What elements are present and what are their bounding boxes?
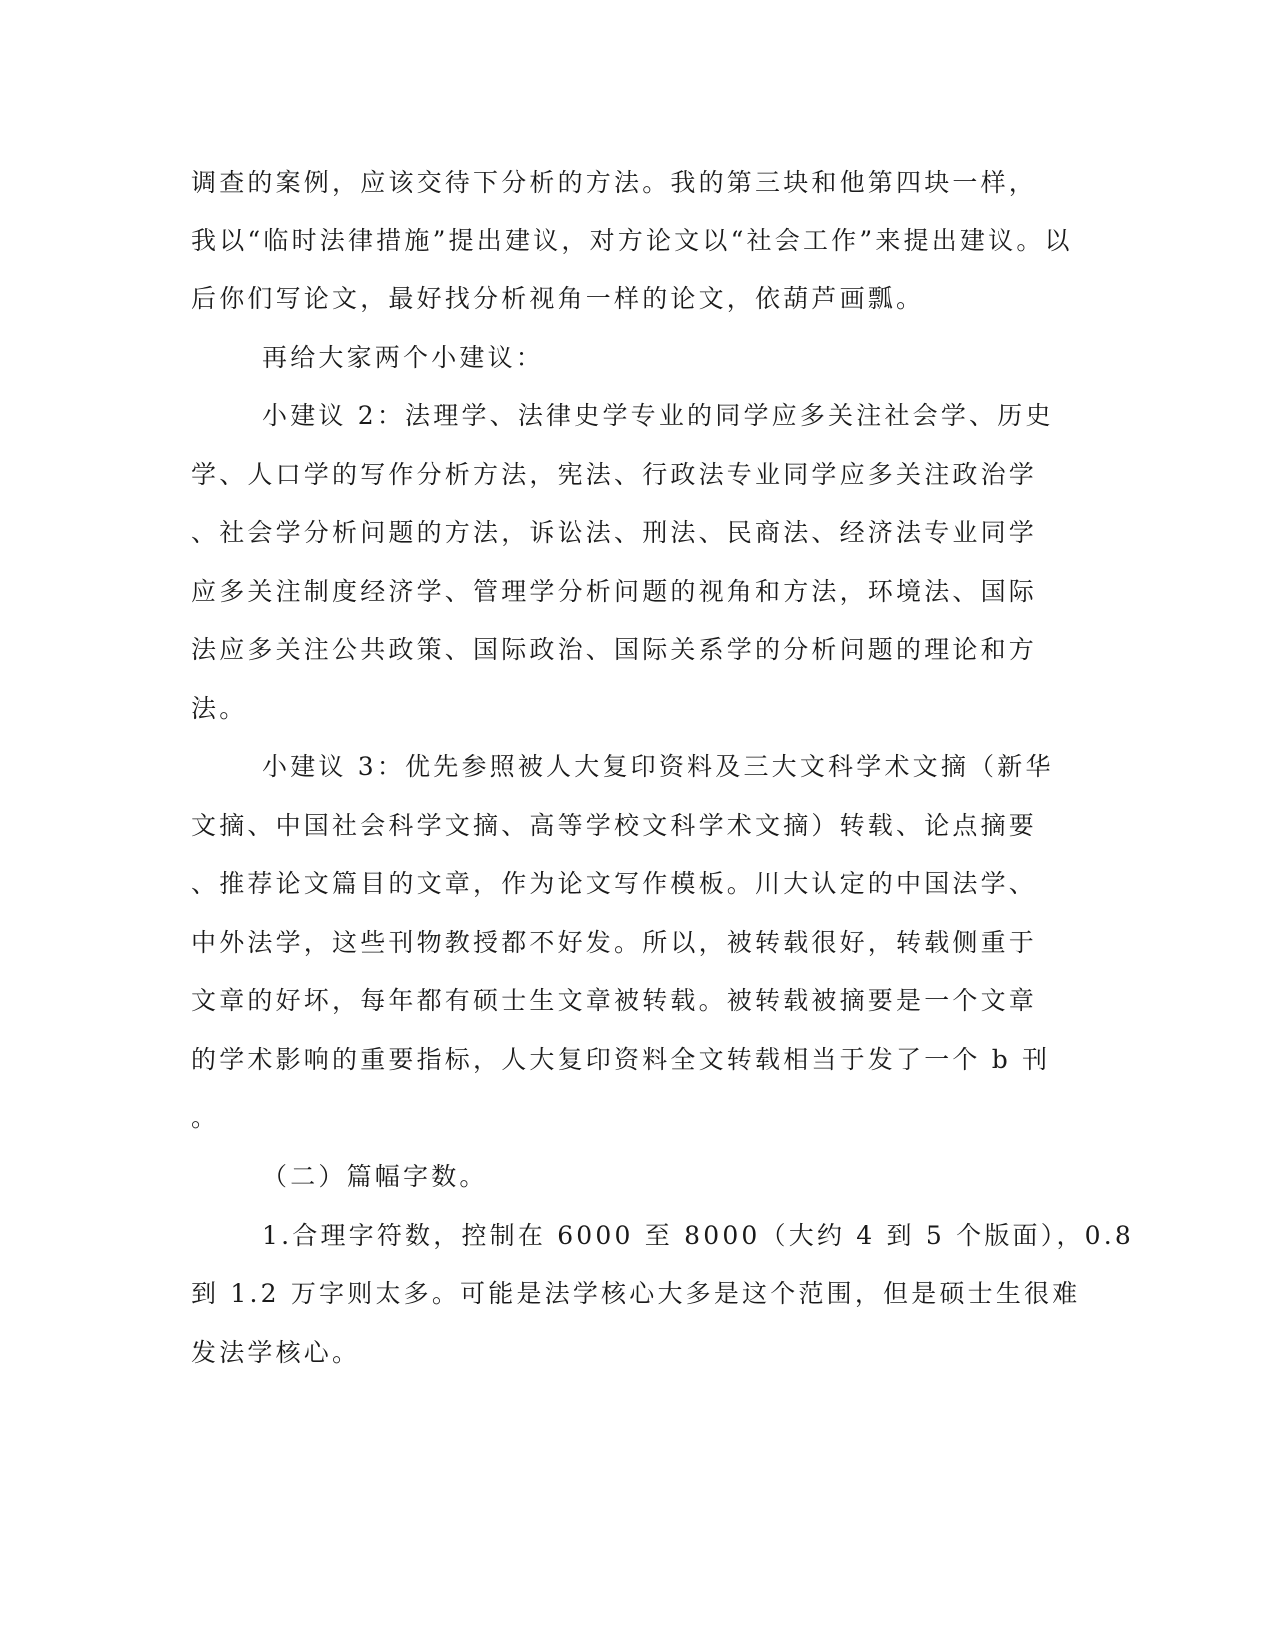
paragraph-6-line-3: 发法学核心。: [191, 1338, 361, 1367]
paragraph-3-line-5: 法应多关注公共政策、国际政治、国际关系学的分析问题的理论和方: [191, 635, 1038, 664]
paragraph-1-line-1: 调查的案例，应该交待下分析的方法。我的第三块和他第四块一样，: [191, 168, 1038, 197]
paragraph-1-line-3: 后你们写论文，最好找分析视角一样的论文，依葫芦画瓢。: [191, 284, 925, 313]
paragraph-6-line-2: 到 1.2 万字则太多。可能是法学核心大多是这个范围，但是硕士生很难: [191, 1279, 1081, 1308]
paragraph-4-line-1: 小建议 3：优先参照被人大复印资料及三大文科学术文摘（新华: [262, 752, 1054, 781]
paragraph-3-line-2: 学、人口学的写作分析方法，宪法、行政法专业同学应多关注政治学: [191, 460, 1038, 489]
paragraph-6-line-1: 1.合理字符数，控制在 6000 至 8000（大约 4 到 5 个版面），0.8: [262, 1221, 1134, 1250]
paragraph-4-line-2: 文摘、中国社会科学文摘、高等学校文科学术文摘）转载、论点摘要: [191, 811, 1038, 840]
paragraph-4-line-7: 。: [191, 1103, 220, 1132]
paragraph-1-line-2: 我以“临时法律措施”提出建议，对方论文以“社会工作”来提出建议。以: [191, 226, 1073, 255]
paragraph-3-line-3: 、社会学分析问题的方法，诉讼法、刑法、民商法、经济法专业同学: [191, 518, 1038, 547]
paragraph-4-line-3: 、推荐论文篇目的文章，作为论文写作模板。川大认定的中国法学、: [191, 869, 1038, 898]
paragraph-3-line-6: 法。: [191, 694, 248, 723]
section-heading: （二）篇幅字数。: [262, 1162, 488, 1191]
paragraph-4-line-4: 中外法学，这些刊物教授都不好发。所以，被转载很好，转载侧重于: [191, 928, 1038, 957]
paragraph-4-line-6: 的学术影响的重要指标，人大复印资料全文转载相当于发了一个 b 刊: [191, 1045, 1051, 1074]
paragraph-4-line-5: 文章的好坏，每年都有硕士生文章被转载。被转载被摘要是一个文章: [191, 986, 1038, 1015]
paragraph-3-line-4: 应多关注制度经济学、管理学分析问题的视角和方法，环境法、国际: [191, 577, 1038, 606]
paragraph-2-line-1: 再给大家两个小建议：: [262, 343, 545, 372]
paragraph-3-line-1: 小建议 2：法理学、法律史学专业的同学应多关注社会学、历史: [262, 401, 1054, 430]
